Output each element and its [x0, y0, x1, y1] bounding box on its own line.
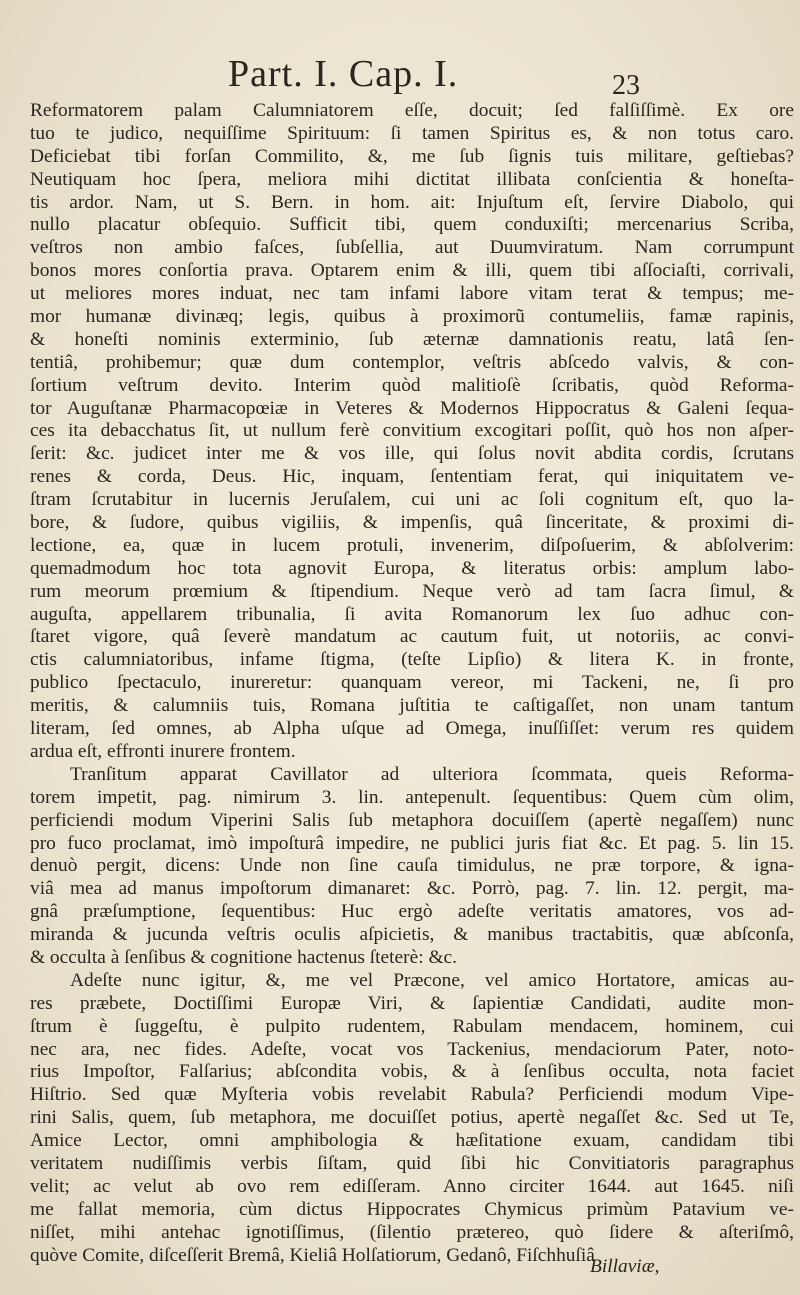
text-line: Adeſte nunc igitur, &, me vel Præcone, vel amico Hortatore, amicas au- [70, 969, 794, 991]
text-line: bonos mores conſortia prava. Optarem enim & illi, quem tibi aſſociaſti, corrivali, [30, 260, 794, 282]
text-line: Hiſtrio. Sed quæ Myſteria vobis revelabit Rabula? Perficiendi modum Vipe- [30, 1084, 794, 1106]
text-line: Amice Lector, omni amphibologia & hæſitatione exuam, candidam tibi [30, 1130, 794, 1152]
text-line: literam, ſed omnes, ab Alpha uſque ad Omega, inuſſiſſet: verum res quidem [30, 718, 794, 740]
text-line: perficiendi modum Viperini Salis ſub metaphora docuiſſem (apertè negaſſem) nunc [30, 809, 794, 831]
text-line: ſtrum è ſuggeſtu, è pulpito rudentem, Rabulam mendacem, hominem, cui [30, 1015, 794, 1037]
text-line: renes & corda, Deus. Hic, inquam, ſententiam ferat, qui iniquitatem ve- [30, 466, 794, 488]
text-line: rius Impoſtor, Falſarius; abſcondita vobis, & à ſenſibus occulta, nota faciet [30, 1061, 794, 1083]
text-line: ces ita debacchatus ſit, ut nullum ferè convitium excogitari poſſit, quò hos non aſper- [30, 420, 794, 442]
text-line: & occulta à ſenſibus & cognitione hactenus ſteterè: &c. [30, 946, 457, 968]
text-line: tis ardor. Nam, ut S. Bern. in hom. ait: Injuſtum eſt, ſervire Diabolo, qui [30, 191, 794, 213]
body-text [30, 100, 794, 1267]
text-line: & honeſti nominis exterminio, ſub æternæ damnationis reatu, latâ ſen- [30, 328, 794, 350]
text-line: ſortium veſtrum devito. Interim quòd malitioſè ſcribatis, quòd Reforma- [30, 374, 794, 396]
text-line: miranda & jucunda veſtris oculis aſpicietis, & manibus tractabitis, quæ abſconſa, [30, 924, 794, 946]
text-line: meritis, & calumniis tuis, Romana juſtitia te caſtigaſſet, non unam tantum [30, 695, 794, 717]
text-line: ſtram ſcrutabitur in lucernis Jeruſalem, cui uni ac ſoli cognitum eſt, quo la- [30, 489, 794, 511]
text-line: ardua eſt, effronti inurere frontem. [30, 740, 296, 762]
text-line: ut meliores mores induat, nec tam infami labore vitam terat & tempus; me- [30, 283, 794, 305]
text-line: veſtros non ambio faſces, ſubſellia, aut Duumviratum. Nam corrumpunt [30, 237, 794, 259]
text-line: Deficiebat tibi forſan Commilito, &, me ſub ſignis tuis militare, geſtiebas? [30, 145, 794, 167]
text-line: Reformatorem palam Calumniatorem eſſe, docuit; ſed falſiſſimè. Ex ore [30, 100, 794, 121]
text-line: tuo te judico, nequiſſime Spirituum: ſi tamen Spiritus es, & non totus caro. [30, 122, 794, 144]
text-line: tentiâ, prohibemur; quæ dum contemplor, veſtris abſcedo valvis, & con- [30, 351, 794, 373]
text-line: auguſta, appellarem tribunalia, ſi avita Romanorum lex ſuo adhuc con- [30, 603, 794, 625]
text-line: velit; ac velut ab ovo rem ediſſeram. Anno circiter 1644. aut 1645. niſi [30, 1175, 794, 1197]
text-line: quemadmodum hoc tota agnovit Europa, & literatus orbis: amplum labo- [30, 557, 794, 579]
text-line: rini Salis, quem, ſub metaphora, me docuiſſet potius, apertè negaſſet &c. Sed ut Te, [30, 1107, 794, 1129]
text-line: publico ſpectaculo, inureretur: quanquam vereor, mi Tackeni, ne, ſi pro [30, 672, 794, 694]
text-line: nullo placatur obſequio. Sufficit tibi, quem conduxiſti; mercenarius Scriba, [30, 214, 794, 236]
text-line: res præbete, Doctiſſimi Europæ Viri, & ſapientiæ Candidati, audite mon- [30, 992, 794, 1014]
text-line: denuò pergit, dicens: Unde non ſine cauſa timidulus, ne præ torpore, & igna- [30, 855, 794, 877]
page-number: 23 [612, 70, 640, 101]
text-line: bore, & ſudore, quibus vigiliis, & impenſis, quâ ſinceritate, & proximi di- [30, 512, 794, 534]
text-line: rum meorum prœmium & ſtipendium. Neque verò ad tam ſacra ſimul, & [30, 580, 794, 602]
text-line: quòve Comite, diſceſſerit Bremâ, Kieliâ Holſatiorum, Gedanô, Fiſchhuſiâ [30, 1244, 595, 1266]
text-line: tor Auguſtanæ Pharmacopœiæ in Veteres & Modernos Hippocratus & Galeni ſequa- [30, 397, 794, 419]
text-line: me fallat memoria, cùm dictus Hippocrates Chymicus primùm Patavium ve- [30, 1198, 794, 1220]
text-line: ctis calumniatoribus, infame ſtigma, (teſte Lipſio) & litera K. in fronte, [30, 649, 794, 671]
text-line: viâ mea ad manus impoſtorum dimanaret: &c. Porrò, pag. 7. lin. 12. pergit, ma- [30, 878, 794, 900]
text-line: ſerit: &c. judicet inter me & vos ille, qui ſolus novit abdita cordis, ſcrutans [30, 443, 794, 465]
text-line: lectione, ea, quæ in lucem protuli, invenerim, diſpoſuerim, & abſolverim: [30, 534, 794, 556]
catchword: Billaviæ, [590, 1256, 660, 1277]
text-line: niſſet, mihi antehac ignotiſſimus, (ſilentio prætereo, quò ſidere & aſteriſmô, [30, 1221, 794, 1243]
text-line: torem impetit, pag. nimirum 3. lin. antepenult. ſequentibus: Quem cùm olim, [30, 786, 794, 808]
text-line: Neutiquam hoc ſpera, meliora mihi dictitat illibata conſcientia & honeſta- [30, 168, 794, 190]
text-line: gnâ præſumptione, ſequentibus: Huc ergò adeſte veritatis amatores, vos ad- [30, 901, 794, 923]
text-line: mor humanæ divinæq; legis, quibus à proximorũ contumeliis, famæ rapinis, [30, 306, 794, 328]
text-line: nec ara, nec fides. Adeſte, vocat vos Tackenius, mendaciorum Pater, noto- [30, 1038, 794, 1060]
text-line: Tranſitum apparat Cavillator ad ulteriora ſcommata, queis Reforma- [70, 763, 794, 785]
text-line: veritatem nudiſſimis verbis ſiſtam, quid ſibi hic Convitiatoris paragraphus [30, 1152, 794, 1174]
text-line: pro fuco proclamat, imò impoſturâ impedire, ne publici juris fiat &c. Et pag. 5. lin 15. [30, 832, 794, 854]
running-head: Part. I. Cap. I. [228, 53, 459, 95]
page-header [0, 52, 800, 102]
text-line: ſtaret vigore, quâ ſeverè mandatum ac cautum fuit, ut notoriis, ac convi- [30, 626, 794, 648]
